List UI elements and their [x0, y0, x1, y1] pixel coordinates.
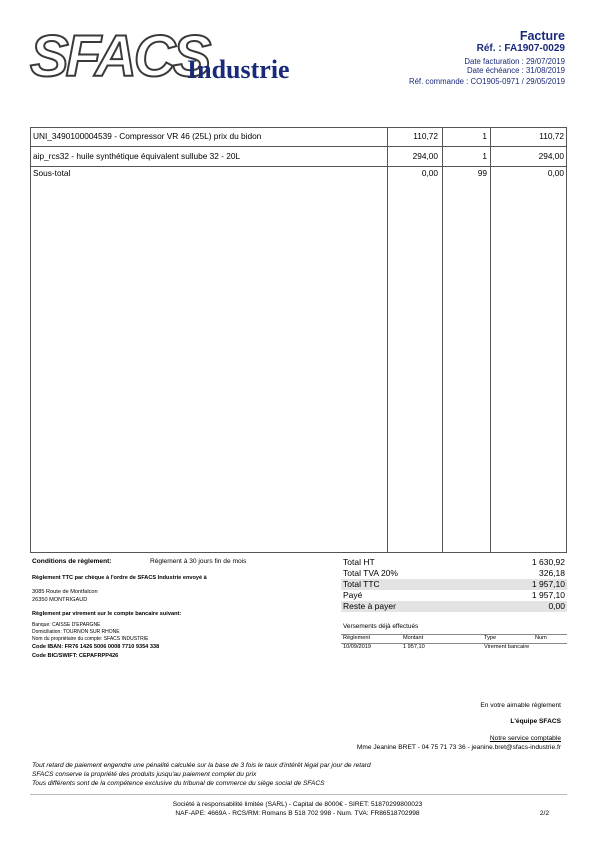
item-description: UNI_3490100004539 - Compressor VR 46 (25L) prix du bidon — [33, 131, 262, 141]
items-table — [30, 127, 567, 553]
remaining-row — [341, 601, 567, 612]
page-number: 2/2 — [539, 810, 549, 817]
item-unit-price: 0,00 — [421, 168, 438, 178]
cheque-instructions: Règlement TTC par chèque à l'ordre de SFACS Industrie envoyé à — [32, 575, 207, 581]
company-legal-line: Société à responsabilité limitée (SARL) - Capital de 8000€ - SIRET: 51870299800023 — [172, 801, 423, 808]
total-label: Reste à payer — [343, 601, 396, 611]
legal-note: Tous différents sont de la compétence exclusive du tribunal de commerce du siège social de SFACS — [32, 780, 325, 787]
total-value: 326,18 — [539, 568, 565, 578]
payment-conditions-label: Conditions de règlement: — [32, 558, 112, 565]
total-tva-row — [341, 568, 567, 579]
payments-header-date: Règlement — [343, 635, 371, 641]
legal-note: Tout retard de paiement engendre une pénalité calculée sur la base de 3 fois le taux d'intérêt légal par jour de retard — [32, 762, 371, 769]
row-divider — [30, 166, 567, 167]
row-divider — [30, 146, 567, 147]
total-label: Total TVA 20% — [343, 568, 398, 578]
column-divider — [387, 127, 388, 553]
contact-line: Mme Jeanine BRET - 04 75 71 73 36 - jeanine.bret@sfacs-industrie.fr — [356, 744, 561, 751]
iban-code: Code IBAN: FR76 1426 5006 0008 7710 9354 338 — [32, 644, 160, 650]
closing-team: L'équipe SFACS — [510, 718, 561, 725]
total-ttc-row — [341, 579, 567, 590]
total-value: 1 957,10 — [531, 579, 565, 589]
item-quantity: 1 — [482, 151, 487, 161]
item-unit-price: 294,00 — [412, 151, 438, 161]
bank-domiciliation: Domiciliation: TOURNON SUR RHONE — [32, 629, 120, 635]
total-value: 1 957,10 — [531, 590, 565, 600]
closing-greeting: En votre aimable règlement — [480, 702, 561, 709]
total-ht-row — [341, 557, 567, 568]
payments-header-type: Type — [484, 635, 497, 641]
footer-divider — [30, 794, 567, 795]
invoice-date: Date facturation : 29/07/2019 — [464, 57, 565, 66]
account-owner: Nom du propriétaire du compte: SFACS INDUSTRIE — [32, 636, 149, 642]
payment-date: 10/09/2019 — [343, 644, 371, 650]
company-logo-mark: SFACS — [30, 24, 209, 89]
address-line: 26350 MONTRIGAUD — [32, 597, 88, 603]
total-label: Total TTC — [343, 579, 380, 589]
bic-code: Code BIC/SWIFT: CEPAFRPP426 — [32, 653, 119, 659]
item-total: 294,00 — [538, 151, 564, 161]
legal-note: SFACS conserve la propriété des produits jusqu'au paiement complet du prix — [32, 771, 257, 778]
item-description: aip_rcs32 - huile synthétique équivalent sullube 32 - 20L — [33, 151, 241, 161]
total-label: Total HT — [343, 557, 375, 567]
payments-header-num: Num — [535, 635, 547, 641]
item-quantity: 1 — [482, 131, 487, 141]
item-unit-price: 110,72 — [413, 131, 438, 141]
bank-name: Banque: CAISSE D'EPARGNE — [32, 622, 101, 628]
item-total: 110,72 — [539, 131, 564, 141]
column-divider — [490, 127, 491, 553]
payment-conditions-value: Règlement à 30 jours fin de mois — [150, 558, 247, 565]
item-quantity: 99 — [477, 168, 487, 178]
transfer-instructions: Règlement par virement sur le compte bancaire suivant: — [32, 611, 182, 617]
order-reference: Réf. commande : CO1905-0971 / 29/05/2019 — [408, 77, 565, 86]
column-divider — [442, 127, 443, 553]
due-date: Date échéance : 31/08/2019 — [467, 66, 565, 75]
accounting-service: Notre service comptable — [489, 735, 561, 742]
address-line: 3085 Route de Montfalcon — [32, 589, 98, 595]
invoice-reference: Réf. : FA1907-0029 — [476, 43, 565, 54]
total-value: 1 630,92 — [531, 557, 565, 567]
payment-amount: 1 957,10 — [403, 644, 425, 650]
company-registration-line: NAF-APE: 4669A - RCS/RM: Romans B 518 702 998 - Num. TVA: FR86518702998 — [175, 810, 420, 817]
company-logo-subtitle: Industrie — [187, 55, 290, 84]
item-description: Sous-total — [33, 168, 71, 178]
payments-header-amount: Montant — [403, 635, 424, 641]
total-label: Payé — [343, 590, 363, 600]
payment-type: Virement bancaire — [484, 644, 530, 650]
item-total: 0,00 — [547, 168, 564, 178]
payments-header-row — [341, 634, 567, 644]
total-value: 0,00 — [548, 601, 565, 611]
document-title: Facture — [519, 29, 565, 43]
payments-title: Versements déjà effectués — [343, 623, 419, 630]
paid-row — [341, 590, 567, 601]
